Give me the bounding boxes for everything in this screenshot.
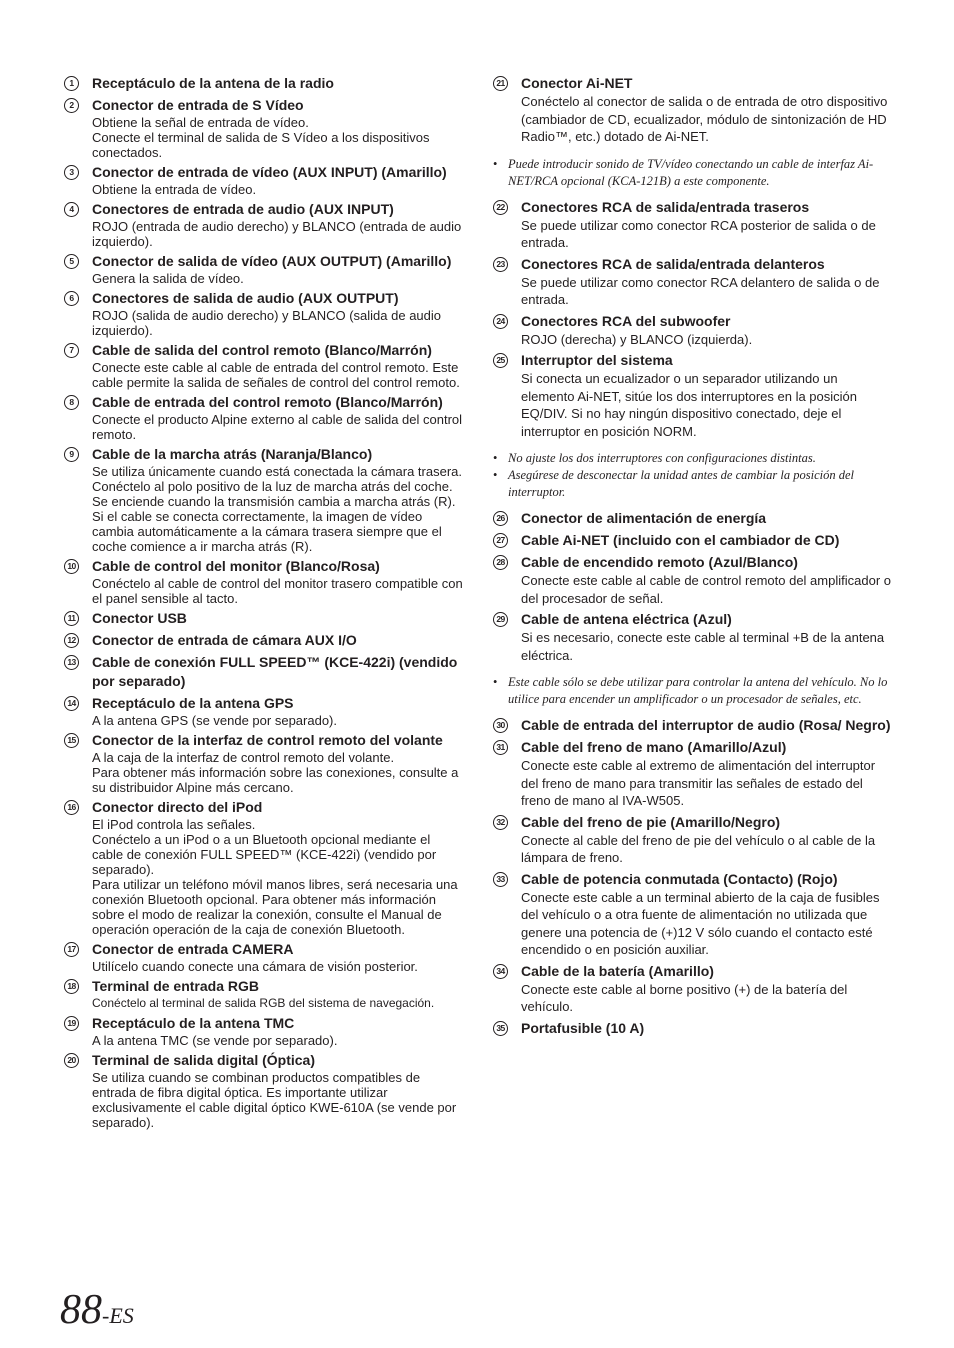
item-description: Obtiene la señal de entrada de vídeo. Conecte el terminal de salida de S Vídeo a los dispositivos conectados. bbox=[92, 115, 430, 160]
connector-item bbox=[64, 74, 464, 93]
item-title: Conector de alimentación de energía bbox=[521, 510, 767, 526]
connector-item bbox=[64, 731, 464, 795]
page-number-value: 88 bbox=[60, 1287, 102, 1333]
item-number-badge: 29 bbox=[493, 612, 508, 627]
item-title: Cable de potencia conmutada (Contacto) (Rojo) bbox=[521, 870, 838, 887]
item-description: Se utiliza únicamente cuando está conectada la cámara trasera. Conéctelo al polo positivo de la luz de marcha atrás del coche. Se enciende cuando la transmisión cambia a marcha atrás (R). Si el cable se conecta correctamente, la imagen de vídeo cambia automáticamente a la cámara trasera siempre que el coche comience a ir marcha atrás (R). bbox=[92, 464, 462, 554]
item-number-badge: 32 bbox=[493, 815, 508, 830]
item-description: El iPod controla las señales. Conéctelo a un iPod o a un Bluetooth opcional mediante el cable de conexión FULL SPEED™ (KCE-422i) (vendido por separado). Para utilizar un teléfono móvil manos libres, será necesaria una conexión Bluetooth opcional. Para obtener más información sobre el modo de realizar la conexión, consulte el Manual de operación operación de la caja de conexión Bluetooth. bbox=[92, 817, 458, 937]
item-title: Conector de la interfaz de control remoto del volante bbox=[92, 732, 443, 748]
item-number-badge: 15 bbox=[64, 733, 79, 748]
connector-item bbox=[64, 1014, 464, 1048]
notes-block bbox=[493, 450, 893, 501]
item-number-badge: 6 bbox=[64, 291, 79, 306]
item-title: Cable de antena eléctrica (Azul) bbox=[521, 611, 732, 627]
connector-item bbox=[64, 96, 464, 160]
item-title: Conector de entrada de S Vídeo bbox=[92, 97, 304, 113]
item-title: Cable Ai-NET (incluido con el cambiador de CD) bbox=[521, 532, 840, 548]
connector-item bbox=[64, 393, 464, 442]
item-number-badge: 9 bbox=[64, 447, 79, 462]
item-title: Conector de entrada de cámara AUX I/O bbox=[92, 632, 357, 648]
item-number-badge: 7 bbox=[64, 343, 79, 358]
item-description: ROJO (derecha) y BLANCO (izquierda). bbox=[521, 331, 753, 347]
item-number-badge: 16 bbox=[64, 800, 79, 815]
item-number-badge: 1 bbox=[64, 76, 79, 91]
item-number-badge: 10 bbox=[64, 559, 79, 574]
item-number-badge: 3 bbox=[64, 165, 79, 180]
page-number bbox=[60, 1286, 134, 1334]
item-title: Conector Ai-NET bbox=[521, 75, 633, 91]
item-title: Cable de encendido remoto (Azul/Blanco) bbox=[521, 554, 798, 570]
item-description: Conéctelo al terminal de salida RGB del sistema de navegación. bbox=[92, 996, 435, 1010]
connector-item bbox=[493, 610, 893, 664]
note-item: • No ajuste los dos interruptores con configuraciones distintas. bbox=[493, 450, 893, 467]
connector-item bbox=[64, 1051, 464, 1130]
connector-item bbox=[64, 609, 464, 628]
left-column bbox=[64, 74, 464, 1133]
connector-item bbox=[64, 163, 464, 197]
item-number-badge: 17 bbox=[64, 942, 79, 957]
item-description: Se utiliza cuando se combinan productos compatibles de entrada de fibra digital óptica. Es importante utilizar exclusivamente el cable digital óptico KWE-610A (se vende por separado). bbox=[92, 1070, 457, 1130]
item-title: Conectores de salida de audio (AUX OUTPUT) bbox=[92, 290, 399, 306]
item-number-badge: 20 bbox=[64, 1053, 79, 1068]
item-description: ROJO (entrada de audio derecho) y BLANCO (entrada de audio izquierdo). bbox=[92, 219, 462, 249]
item-description: Conecte este cable al extremo de alimentación del interruptor del freno de mano para transmitir las señales de estado del freno de mano al IVA-W505. bbox=[521, 758, 876, 808]
item-number-badge: 26 bbox=[493, 511, 508, 526]
item-title: Conector de salida de vídeo (AUX OUTPUT) (Amarillo) bbox=[92, 253, 452, 269]
item-title: Conectores de entrada de audio (AUX INPUT) bbox=[92, 201, 394, 217]
item-description: Si es necesario, conecte este cable al terminal +B de la antena eléctrica. bbox=[521, 630, 885, 663]
item-title: Cable de salida del control remoto (Blanco/Marrón) bbox=[92, 342, 432, 358]
note-item: • Este cable sólo se debe utilizar para controlar la antena del vehículo. No lo utilice para encender un amplificador o un procesador de señales, etc. bbox=[493, 674, 893, 708]
item-description: Genera la salida de vídeo. bbox=[92, 271, 244, 286]
item-description: A la antena TMC (se vende por separado). bbox=[92, 1033, 338, 1048]
connector-item bbox=[493, 962, 893, 1016]
connector-item bbox=[64, 252, 464, 286]
connector-item bbox=[493, 738, 893, 810]
item-number-badge: 24 bbox=[493, 314, 508, 329]
item-number-badge: 13 bbox=[64, 655, 79, 670]
notes-block bbox=[493, 156, 893, 190]
item-title: Cable de entrada del control remoto (Blanco/Marrón) bbox=[92, 394, 443, 410]
item-title: Conectores RCA del subwoofer bbox=[521, 312, 731, 329]
item-title: Cable del freno de pie (Amarillo/Negro) bbox=[521, 813, 781, 830]
item-number-badge: 5 bbox=[64, 254, 79, 269]
item-number-badge: 8 bbox=[64, 395, 79, 410]
note-item: • Asegúrese de desconectar la unidad antes de cambiar la posición del interruptor. bbox=[493, 467, 893, 501]
connector-item bbox=[493, 553, 893, 607]
item-title: Conector directo del iPod bbox=[92, 799, 263, 815]
item-number-badge: 23 bbox=[493, 257, 508, 272]
connector-item bbox=[64, 940, 464, 974]
connector-item bbox=[493, 198, 893, 252]
item-description: Obtiene la entrada de vídeo. bbox=[92, 182, 257, 197]
item-description: Conecte este cable al borne positivo (+) de la batería del vehículo. bbox=[521, 981, 848, 1014]
item-number-badge: 14 bbox=[64, 696, 79, 711]
connector-item bbox=[493, 509, 893, 528]
item-description: Utilícelo cuando conecte una cámara de visión posterior. bbox=[92, 959, 418, 974]
connector-item bbox=[493, 1019, 893, 1038]
item-number-badge: 33 bbox=[493, 872, 508, 887]
item-title: Portafusible (10 A) bbox=[521, 1019, 645, 1036]
item-title: Receptáculo de la antena de la radio bbox=[92, 75, 334, 91]
connector-item bbox=[493, 312, 893, 349]
item-title: Conector de entrada CAMERA bbox=[92, 941, 294, 957]
item-description: Se puede utilizar como conector RCA delantero de salida o de entrada. bbox=[521, 274, 880, 307]
note-item: • Puede introducir sonido de TV/vídeo conectando un cable de interfaz Ai-NET/RCA opcional (KCA-121B) a este componente. bbox=[493, 156, 893, 190]
item-title: Conectores RCA de salida/entrada delanteros bbox=[521, 255, 825, 272]
item-description: ROJO (salida de audio derecho) y BLANCO (salida de audio izquierdo). bbox=[92, 308, 442, 338]
item-number-badge: 19 bbox=[64, 1016, 79, 1031]
item-description: A la caja de la interfaz de control remoto del volante. Para obtener más información sobre las conexiones, consulte a su distribuidor Alpine más cercano. bbox=[92, 750, 459, 795]
item-number-badge: 4 bbox=[64, 202, 79, 217]
connector-item bbox=[64, 557, 464, 606]
item-title: Cable de control del monitor (Blanco/Rosa) bbox=[92, 558, 380, 574]
item-number-badge: 27 bbox=[493, 533, 508, 548]
item-description: Conecte el producto Alpine externo al cable de salida del control remoto. bbox=[92, 412, 463, 442]
item-description: Conecte este cable a un terminal abierto de la caja de fusibles del vehículo o a otra fuente de alimentación no utilizada que genere una potencia de (+)12 V sólo cuando el contacto esté encendido o en posición auxiliar. bbox=[521, 889, 880, 957]
item-number-badge: 21 bbox=[493, 76, 508, 91]
item-title: Conectores RCA de salida/entrada traseros bbox=[521, 198, 810, 215]
connector-item bbox=[493, 351, 893, 440]
item-description: Conecte este cable al cable de entrada del control remoto. Este cable permite la salida de señales de control del control remoto. bbox=[92, 360, 460, 390]
item-description: A la antena GPS (se vende por separado). bbox=[92, 713, 337, 728]
item-title: Cable de la batería (Amarillo) bbox=[521, 962, 714, 979]
connector-item bbox=[64, 200, 464, 249]
item-number-badge: 25 bbox=[493, 353, 508, 368]
connector-item bbox=[64, 445, 464, 554]
connector-item bbox=[64, 798, 464, 937]
item-number-badge: 31 bbox=[493, 740, 508, 755]
item-title: Conector de entrada de vídeo (AUX INPUT) (Amarillo) bbox=[92, 164, 447, 180]
item-description: Si conecta un ecualizador o un separador utilizando un elemento Ai-NET, sitúe los dos interruptores en la posición EQ/DIV. Si no hay ningún dispositivo conectado, deje el interruptor en posición NORM. bbox=[521, 371, 858, 439]
connector-item bbox=[64, 653, 464, 691]
item-number-badge: 12 bbox=[64, 633, 79, 648]
connector-item bbox=[493, 531, 893, 550]
item-number-badge: 22 bbox=[493, 200, 508, 215]
item-title: Cable de entrada del interruptor de audio (Rosa/ Negro) bbox=[521, 717, 891, 733]
item-number-badge: 11 bbox=[64, 611, 79, 626]
item-description: Conecte al cable del freno de pie del vehículo o al cable de la lámpara de freno. bbox=[521, 832, 876, 865]
item-number-badge: 35 bbox=[493, 1021, 508, 1036]
connector-item bbox=[493, 255, 893, 309]
connector-item bbox=[493, 813, 893, 867]
connector-item bbox=[493, 870, 893, 959]
item-title: Terminal de entrada RGB bbox=[92, 978, 260, 994]
connector-item bbox=[493, 716, 893, 735]
item-title: Cable de la marcha atrás (Naranja/Blanco) bbox=[92, 446, 373, 462]
notes-block bbox=[493, 674, 893, 708]
connector-item bbox=[64, 289, 464, 338]
item-description: Conéctelo al cable de control del monitor trasero compatible con el panel sensible al tacto. bbox=[92, 576, 463, 606]
item-title: Receptáculo de la antena TMC bbox=[92, 1015, 295, 1031]
item-title: Conector USB bbox=[92, 610, 187, 626]
item-number-badge: 34 bbox=[493, 964, 508, 979]
item-title: Cable de conexión FULL SPEED™ (KCE-422i) (vendido por separado) bbox=[92, 654, 458, 689]
connector-item bbox=[493, 74, 893, 146]
item-number-badge: 28 bbox=[493, 555, 508, 570]
item-description: Se puede utilizar como conector RCA posterior de salida o de entrada. bbox=[521, 217, 876, 250]
item-number-badge: 30 bbox=[493, 718, 508, 733]
item-title: Interruptor del sistema bbox=[521, 352, 673, 368]
connector-item bbox=[64, 694, 464, 728]
right-column bbox=[493, 74, 893, 1041]
connector-item bbox=[64, 977, 464, 1011]
item-title: Receptáculo de la antena GPS bbox=[92, 695, 294, 711]
connector-item bbox=[64, 631, 464, 650]
page-number-suffix: -ES bbox=[102, 1303, 134, 1328]
item-number-badge: 2 bbox=[64, 98, 79, 113]
item-title: Terminal de salida digital (Óptica) bbox=[92, 1052, 316, 1068]
item-number-badge: 18 bbox=[64, 979, 79, 994]
connector-item bbox=[64, 341, 464, 390]
item-title: Cable del freno de mano (Amarillo/Azul) bbox=[521, 739, 787, 755]
item-description: Conecte este cable al cable de control remoto del amplificador o del procesador de señal. bbox=[521, 573, 891, 606]
item-description: Conéctelo al conector de salida o de entrada de otro dispositivo (cambiador de CD, ecualizador, módulo de sintonización de HD Radio™, etc.) dotado de Ai-NET. bbox=[521, 94, 888, 144]
